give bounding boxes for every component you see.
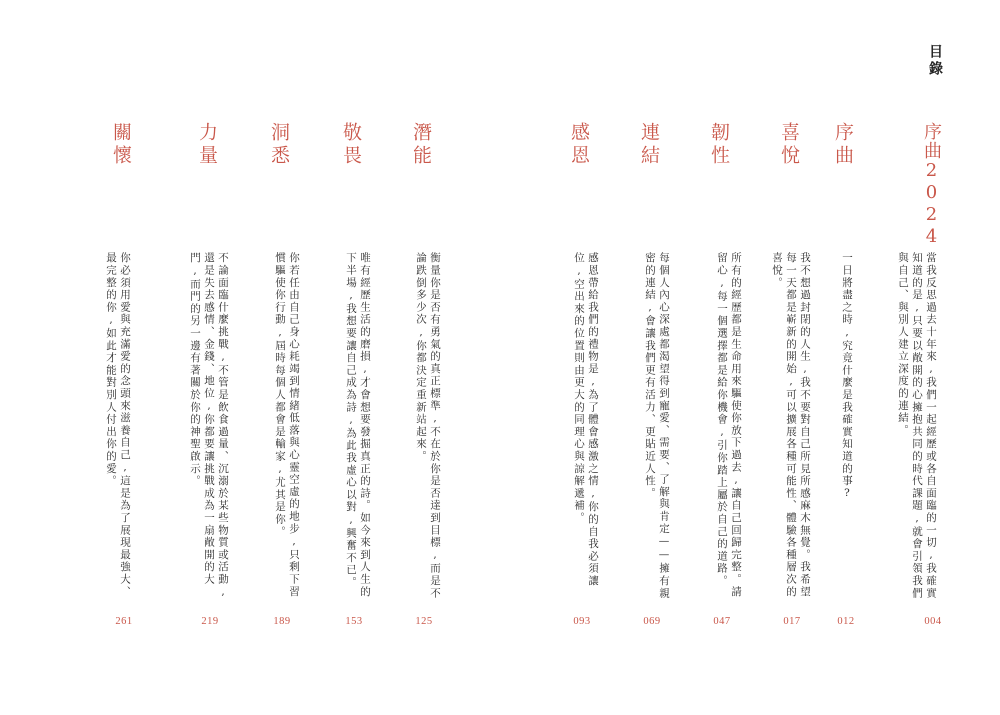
chapter-page-number[interactable]: 125: [415, 616, 433, 627]
toc-heading: 目錄: [927, 44, 943, 78]
chapter-page-number[interactable]: 004: [924, 616, 942, 627]
chapter-title[interactable]: 感恩: [568, 122, 590, 168]
chapter-title[interactable]: 連結: [638, 122, 660, 168]
chapter-title[interactable]: 關懷: [110, 122, 132, 168]
chapter-description: 你必須用愛與充滿愛的念頭來滋養自己,這是為了展現最強大、最完整的你,如此才能對別人付出你的愛。: [105, 252, 131, 598]
chapter-page-number[interactable]: 189: [273, 616, 291, 627]
chapter-page-number[interactable]: 153: [345, 616, 363, 627]
chapter-title[interactable]: 韌性: [708, 122, 730, 168]
chapter-title[interactable]: 敬畏: [340, 122, 362, 168]
chapter-description: 感恩帶給我們的禮物是,為了體會感激之情,你的自我必須讓位,空出來的位置則由更大的同理心與諒解遞補。: [573, 252, 599, 588]
chapter-description: 我不想過封閉的人生,我不要對自己所見所感麻木無覺。我希望每一天都是嶄新的開始,可以擴展各種可能性、體驗各種層次的喜悅。: [771, 252, 811, 598]
chapter-description: 一日將盡之時,究竟什麼是我確實知道的事?: [841, 252, 853, 501]
chapter-page-number[interactable]: 069: [643, 616, 661, 627]
chapter-description: 所有的經歷都是生命用來驅使你放下過去,讓自己回歸完整。請留心,每一個選擇都是給你機會,引你踏上屬於自己的道路。: [716, 252, 742, 598]
chapter-title[interactable]: 序曲2024: [921, 122, 942, 248]
chapter-title[interactable]: 潛能: [410, 122, 432, 168]
chapter-description: 當我反思過去十年來,我們一起經歷或各自面臨的一切,我確實知道的是,只要以敞開的心擁抱共同的時代課題,就會引領我們與自己、與別人建立深度的連結。: [897, 252, 937, 600]
chapter-page-number[interactable]: 017: [783, 616, 801, 627]
chapter-page-number[interactable]: 219: [201, 616, 219, 627]
chapter-page-number[interactable]: 047: [713, 616, 731, 627]
chapter-description: 衡量你是否有勇氣的真正標準,不在於你是否達到目標,而是不論跌倒多少次,你都決定重新站起來。: [415, 252, 441, 600]
chapter-description: 每個人內心深處都渴望得到寵愛、需要、了解與肯定——擁有親密的連結,會讓我們更有活力、更貼近人性。: [644, 252, 670, 600]
chapter-title[interactable]: 力量: [196, 122, 218, 168]
chapter-page-number[interactable]: 093: [573, 616, 591, 627]
chapter-title[interactable]: 序曲: [832, 122, 854, 168]
chapter-description: 不論面臨什麼挑戰,不管是飲食過量、沉溺於某些物質或活動,還是失去感情、金錢、地位,你都要讓挑戰成為一扇敞開的大門,而門的另一邊有著關於你的神聖啟示。: [189, 252, 229, 600]
chapter-description: 唯有經歷生活的磨損,才會想要發掘真正的詩。如今來到人生的下半場,我想要讓自己成為詩,為此我虛心以對,興奮不已。: [345, 252, 371, 598]
chapter-page-number[interactable]: 261: [115, 616, 133, 627]
chapter-description: 你若任由自己身心耗竭到情緒低落與心靈空虛的地步,只剩下習慣驅使你行動,屆時每個人都會是輸家,尤其是你。: [274, 252, 300, 598]
chapter-title[interactable]: 喜悅: [778, 122, 800, 168]
chapter-title[interactable]: 洞悉: [268, 122, 290, 168]
chapter-page-number[interactable]: 012: [837, 616, 855, 627]
